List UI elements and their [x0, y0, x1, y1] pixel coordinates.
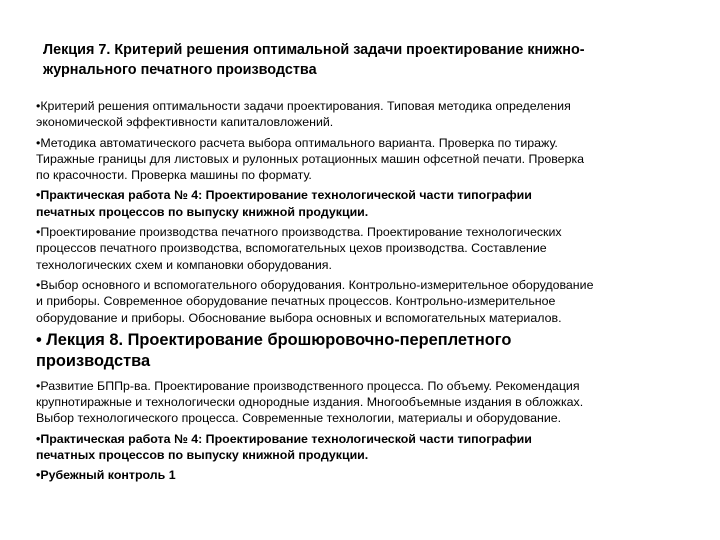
- bullet-optimality-criterion: •Критерий решения оптимальности задачи проектирования. Типовая методика определения экономической эффективности капиталовложений.: [36, 99, 571, 130]
- bullet-bindery-development: •Развитие БППр-ва. Проектирование производственного процесса. По объему. Рекомендация крупнотиражные и технологически однородные издания. Многообъемные издания в обложках. Выбор технологического процесса. Современные технологии, материалы и оборудование.: [36, 378, 584, 426]
- bullet-practical-work-1: •Практическая работа № 4: Проектирование технологической части типографии печатных процессов по выпуску книжной продукции.: [36, 188, 532, 219]
- bullet-calculation-method: •Методика автоматического расчета выбора оптимального варианта. Проверка по тиражу. Тиражные границы для листовых и рулонных ротационных машин офсетной печати. Проверка по красочности. Проверка машины по формату.: [36, 135, 585, 183]
- slide-content: [36, 98, 704, 488]
- bullet-print-production-design: •Проектирование производства печатного производства. Проектирование технологических процессов печатного производства, вспомогательных цехов производства. Составление технологических схем и компановки оборудования.: [36, 225, 562, 272]
- slide-title: Лекция 7. Критерий решения оптимальной задачи проектирование книжно- журнального печатного производства: [43, 42, 585, 78]
- bullet-equipment-selection: •Выбор основного и вспомогательного оборудования. Контрольно-измерительное оборудование и приборы. Современное оборудование печатных процессов. Контрольно-измерительное оборудование и приборы. Обоснование выбора основных и вспомогательных материалов.: [36, 277, 594, 325]
- bullet-practical-work-2: •Практическая работа № 4: Проектирование технологической части типографии печатных процессов по выпуску книжной продукции.: [36, 431, 532, 463]
- bullet-midterm-control: •Рубежный контроль 1: [36, 468, 176, 483]
- lecture-8-heading: • Лекция 8. Проектирование брошюровочно-переплетного производства: [36, 330, 512, 370]
